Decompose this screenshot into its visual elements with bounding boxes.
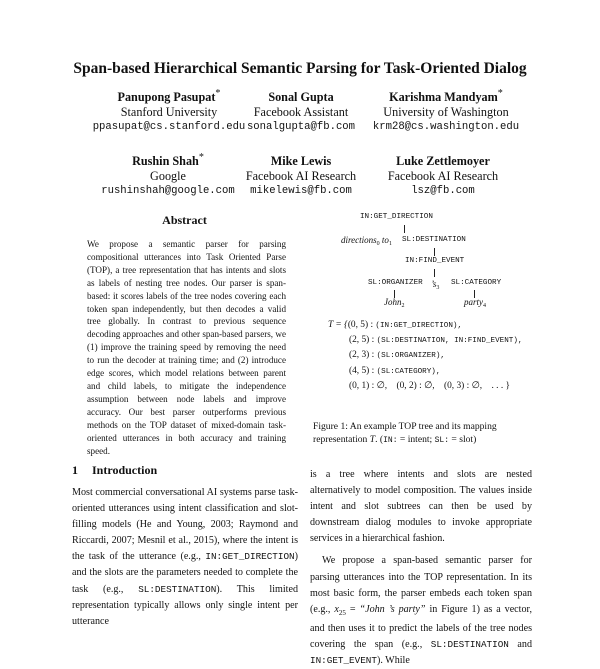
author-name: Panupong Pasupat [117, 90, 216, 105]
author-name: Mike Lewis [270, 154, 332, 169]
text-run: ) and the slots are the parameters needed to complete the task (e.g., [72, 551, 298, 595]
intro-paragraph [72, 485, 298, 630]
author-affiliation: Stanford University [120, 105, 218, 120]
author-email: lsz@fb.com [411, 185, 475, 198]
text-run: ). While [376, 655, 410, 667]
math-sub: 25 [338, 608, 346, 617]
code-label: IN: [383, 436, 398, 445]
tset-line: T = {(0, 5) : (IN:GET_DIRECTION), [328, 320, 463, 330]
figure-tset [328, 318, 548, 393]
abstract-body [87, 238, 286, 457]
code-intent: IN:GET_EVENT [310, 655, 377, 667]
author-name: Luke Zettlemoyer [396, 154, 490, 169]
abstract-text: We propose a semantic parser for parsing compositional utterances into Task Oriented Parse (TOP), a tree representation that has intents and slots as labels of nesting tree nodes. Our parser is span-based: it scores labels of the tree nodes covering each token span independently, but then decodes a valid tree globally. In contrast to previous sequence decoding approaches and other span-based parsers, we (1) improve the training speed by removing the need to run the decoder at training time; and (2) introduce edge scores, which model relations between parent and child labels, to mitigate the independence assumption between node labels and improve accuracy. Our best parser outperforms previous methods on the TOP dataset of mixed-domain task-oriented utterances in both accuracy and training speed. [87, 239, 286, 456]
author-email: mikelewis@fb.com [250, 185, 352, 198]
tset-labels: (SL:ORGANIZER), [376, 352, 445, 361]
author-affiliation: Google [150, 169, 186, 184]
code-intent: IN:GET_DIRECTION [205, 551, 295, 563]
quote: “John ’s party” [359, 603, 426, 615]
author-block [343, 150, 543, 199]
author-name: Sonal Gupta [268, 90, 334, 105]
author-name: Rushin Shah [132, 154, 199, 169]
tset-labels: (SL:CATEGORY), [376, 367, 441, 376]
token-text: to [381, 235, 389, 245]
tset-line: (4, 5) : (SL:CATEGORY), [349, 365, 441, 376]
tset-span: (2, 5) [349, 335, 370, 346]
token-text: ’s [431, 279, 437, 289]
text-run: Figure 1: An example TOP tree and its mapping representation [313, 421, 497, 445]
paragraph: is a tree where intents and slots are nested alternatively to model composition. The values inside intent and slot subtrees can then be used by downstream dialog modules to invoke appropriate services in a hierarchical fashion. [310, 469, 532, 545]
tset-line: (2, 3) : (SL:ORGANIZER), [349, 350, 445, 361]
author-affiliation: Facebook Assistant [253, 105, 349, 120]
tset-line: (0, 1) : ∅, (0, 2) : ∅, (0, 3) : ∅, . . . } [349, 380, 511, 391]
paper-title: Span-based Hierarchical Semantic Parsing for Task-Oriented Dialog [73, 60, 527, 77]
tree-node-slot-category: SL:CATEGORY [451, 279, 502, 287]
code-slot: SL:DESTINATION [138, 583, 217, 595]
author-email: ppasupat@cs.stanford.edu [92, 121, 246, 134]
tset-line: (2, 5) : (SL:DESTINATION, IN:FIND_EVENT), [349, 335, 523, 346]
math-var: x [334, 603, 339, 615]
token-text: directions [341, 235, 377, 245]
text-run: T [369, 434, 376, 445]
text-run: and [508, 638, 532, 650]
tree-node-intent-find-event: IN:FIND_EVENT [405, 257, 465, 265]
token-index: 1 [388, 241, 392, 247]
author-affiliation: Facebook AI Research [245, 169, 357, 184]
author-mark: * [198, 152, 204, 163]
text-run: in Figure 1) as a vector, and then uses it to predict the labels of the tree nodes covering the span (e.g., [310, 603, 532, 650]
tree-node-slot-organizer: SL:ORGANIZER [368, 279, 423, 287]
tree-node-root: IN:GET_DIRECTION [360, 213, 433, 221]
figure-caption [313, 420, 529, 447]
author-email: krm28@cs.washington.edu [372, 121, 520, 134]
token-index: 3 [436, 285, 440, 291]
tree-edge [434, 269, 435, 277]
author-affiliation: University of Washington [383, 105, 509, 120]
token-text: party [464, 297, 483, 307]
tset-span: (0, 5) [347, 320, 369, 330]
tree-token [341, 235, 392, 247]
paragraph [310, 553, 532, 669]
tree-token [464, 297, 486, 309]
text-run: = [345, 603, 360, 615]
tset-labels: (SL:DESTINATION, IN:FIND_EVENT), [376, 337, 523, 346]
token-index: 2 [401, 303, 405, 309]
section-heading [72, 463, 157, 478]
tree-node-slot-destination: SL:DESTINATION [402, 236, 466, 244]
section-title: Introduction [92, 463, 158, 477]
text-run: ). This limited representation typically allows only single intent per utterance [72, 583, 299, 627]
tset-labels: (IN:GET_DIRECTION), [375, 322, 463, 330]
code-slot: SL:DESTINATION [430, 638, 509, 650]
author-name: Karishma Mandyam [389, 90, 498, 105]
author-block [346, 86, 546, 135]
tree-edge [404, 225, 405, 233]
text-run: . ( [375, 434, 384, 445]
text-run: = slot) [449, 434, 477, 445]
right-column-text [310, 467, 532, 669]
author-email: rushinshah@google.com [101, 185, 235, 198]
section-number: 1 [72, 463, 78, 477]
token-index: 4 [483, 303, 486, 309]
tset-span: (2, 3) [349, 350, 370, 361]
author-affiliation: Facebook AI Research [387, 169, 499, 184]
code-label: SL: [434, 436, 450, 445]
token-index: 0 [376, 241, 380, 247]
tree-token [384, 297, 405, 309]
author-mark: * [215, 88, 221, 99]
text-run: = intent; [397, 434, 435, 445]
tset-span: (4, 5) [349, 365, 370, 376]
tset-prefix: T = { [328, 320, 348, 330]
author-email: sonalgupta@fb.com [246, 121, 356, 134]
tree-edge [434, 248, 435, 256]
token-text: John [384, 297, 402, 307]
abstract-heading: Abstract [162, 213, 207, 227]
text-run: We propose a span-based semantic parser for parsing utterances into the TOP representation. In its most basic form, the parser embeds each token span (e.g., [310, 555, 532, 615]
author-mark: * [497, 88, 503, 99]
tree-token [431, 279, 439, 291]
text-run: Most commercial conversational AI systems parse task-oriented utterances using intent classification and slot-filling models (He and Young, 2003; Raymond and Riccardi, 2007; Mesnil et al., 2015), where the intent is the task of the utterance (e.g., [72, 487, 298, 563]
